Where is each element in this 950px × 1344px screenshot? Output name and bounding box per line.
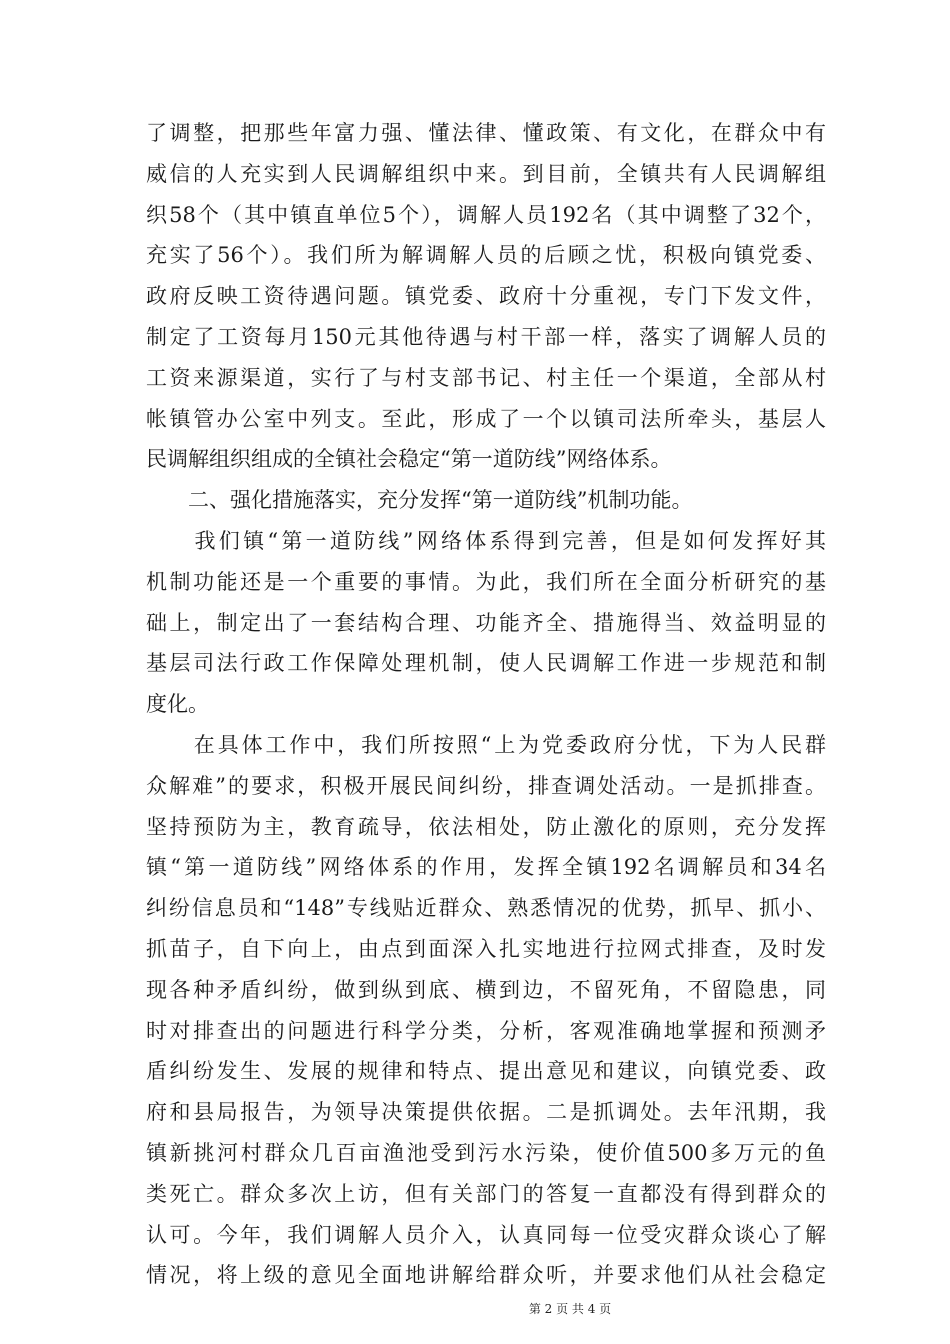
text-line: 威信的人充实到人民调解组织中来。到目前，全镇共有人民调解组	[146, 161, 826, 186]
text-line: 充实了56个）。我们所为解调解人员的后顾之忧，积极向镇党委、	[146, 243, 826, 268]
text-line: 帐镇管办公室中列支。至此，形成了一个以镇司法所牵头，基层人	[146, 406, 826, 431]
text-line: 坚持预防为主，教育疏导，依法相处，防止激化的原则，充分发挥	[146, 814, 826, 839]
text-line: 织58个（其中镇直单位5个），调解人员192名（其中调整了32个，	[146, 202, 826, 227]
page-footer: 第 2 页 共 4 页	[528, 1302, 612, 1316]
text-line: 政府反映工资待遇问题。镇党委、政府十分重视，专门下发文件，	[146, 284, 826, 309]
text-line: 抓苗子，自下向上，由点到面深入扎实地进行拉网式排查，及时发	[146, 936, 826, 961]
text-line: 二、强化措施落实，充分发挥“第一道防线”机制功能。	[146, 488, 693, 513]
text-line: 基层司法行政工作保障处理机制，使人民调解工作进一步规范和制	[146, 651, 826, 676]
text-line: 认可。今年，我们调解人员介入，认真同每一位受灾群众谈心了解	[146, 1222, 826, 1247]
text-line: 镇“第一道防线”网络体系的作用，发挥全镇192名调解员和34名	[146, 855, 826, 880]
text-line: 机制功能还是一个重要的事情。为此，我们所在全面分析研究的基	[146, 569, 826, 594]
text-line: 类死亡。群众多次上访，但有关部门的答复一直都没有得到群众的	[146, 1181, 826, 1206]
text-line: 众解难”的要求，积极开展民间纠纷，排查调处活动。一是抓排查。	[146, 773, 826, 798]
text-line: 镇新挑河村群众几百亩渔池受到污水污染，使价值500多万元的鱼	[146, 1140, 826, 1165]
text-line: 了调整，把那些年富力强、懂法律、懂政策、有文化，在群众中有	[146, 121, 826, 145]
text-line: 府和县局报告，为领导决策提供依据。二是抓调处。去年汛期，我	[146, 1100, 826, 1125]
body-text	[146, 113, 826, 1296]
text-line: 制定了工资每月150元其他待遇与村干部一样，落实了调解人员的	[146, 324, 826, 349]
text-line: 纠纷信息员和“148”专线贴近群众、熟悉情况的优势，抓早、抓小、	[146, 896, 826, 921]
text-line: 度化。	[146, 692, 209, 717]
text-line: 现各种矛盾纠纷，做到纵到底、横到边，不留死角，不留隐患，同	[146, 977, 826, 1002]
text-line: 在具体工作中，我们所按照“上为党委政府分忧，下为人民群	[146, 732, 826, 757]
text-line: 础上，制定出了一套结构合理、功能齐全、措施得当、效益明显的	[146, 610, 826, 635]
text-line: 时对排查出的问题进行科学分类，分析，客观准确地掌握和预测矛	[146, 1018, 826, 1043]
text-line: 盾纠纷发生、发展的规律和特点、提出意见和建议，向镇党委、政	[146, 1059, 826, 1084]
text-line: 情况，将上级的意见全面地讲解给群众听，并要求他们从社会稳定	[146, 1263, 826, 1288]
text-line: 我们镇“第一道防线”网络体系得到完善，但是如何发挥好其	[146, 528, 826, 553]
text-line: 民调解组织组成的全镇社会稳定“第一道防线”网络体系。	[146, 447, 672, 472]
text-line: 工资来源渠道，实行了与村支部书记、村主任一个渠道，全部从村	[146, 365, 826, 390]
